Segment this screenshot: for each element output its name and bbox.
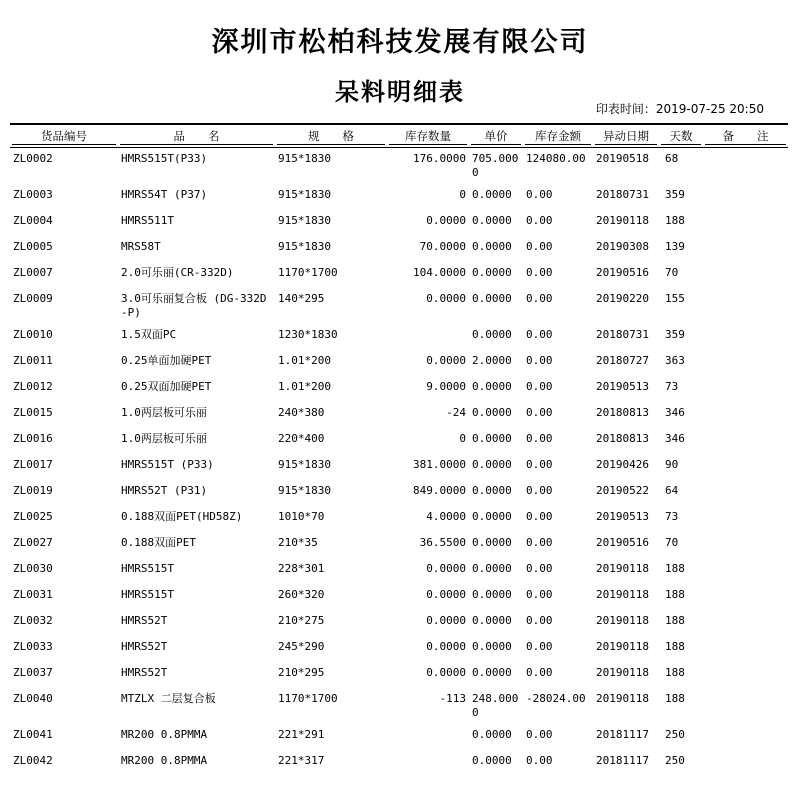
table-cell: 0.00 <box>526 240 553 253</box>
table-cell <box>703 288 788 324</box>
table-cell: ZL0012 <box>13 380 53 393</box>
column-header <box>469 124 523 148</box>
table-cell: 915*1830 <box>278 152 331 165</box>
table-cell <box>703 584 788 610</box>
table-cell: 176.0000 <box>413 152 466 165</box>
table-cell <box>703 350 788 376</box>
table-cell: 0.188双面PET(HD58Z) <box>121 510 243 523</box>
table-cell: 363 <box>665 354 685 367</box>
table-row <box>10 724 788 750</box>
table-row <box>10 750 788 776</box>
table-cell: 36.5500 <box>419 536 466 549</box>
table-cell: 0.0000 <box>472 266 512 279</box>
table-row <box>10 376 788 402</box>
table-cell: 0.00 <box>526 666 553 679</box>
table-cell: 0.00 <box>526 536 553 549</box>
table-cell: 0.00 <box>526 640 553 653</box>
table-cell: -24 <box>446 406 466 419</box>
table-cell <box>703 236 788 262</box>
table-cell: 0.0000 <box>472 666 512 679</box>
table-cell: 70 <box>665 266 679 279</box>
table-cell: 0.0000 <box>472 614 512 627</box>
table-cell <box>703 750 788 776</box>
table-cell: HMRS52T (P31) <box>121 484 208 497</box>
table-cell: 0.0000 <box>426 588 466 601</box>
table-cell: 20190426 <box>596 458 649 471</box>
table-cell <box>703 210 788 236</box>
table-cell: -28024.00 <box>526 692 586 705</box>
table-row <box>10 480 788 506</box>
table-cell: 260*320 <box>278 588 325 601</box>
table-cell: ZL0030 <box>13 562 53 575</box>
table-cell: 915*1830 <box>278 484 331 497</box>
table-cell: 0.0000 <box>472 292 512 305</box>
table-cell <box>703 184 788 210</box>
table-cell: 68 <box>665 152 679 165</box>
table-cell: 1.5双面PC <box>121 328 177 341</box>
table-body <box>10 148 788 777</box>
table-cell: 248.0000 <box>472 692 519 719</box>
table-cell <box>703 428 788 454</box>
table-cell: 0.00 <box>526 328 553 341</box>
column-header-label: 品 名 <box>120 128 273 145</box>
table-cell: 1230*1830 <box>278 328 338 341</box>
table-cell: 1010*70 <box>278 510 325 523</box>
table-row <box>10 688 788 724</box>
table-cell: 20190118 <box>596 562 649 575</box>
table-cell: MTZLX 二层复合板 <box>121 692 216 705</box>
table-row <box>10 402 788 428</box>
table-cell <box>703 402 788 428</box>
table-cell: 210*275 <box>278 614 325 627</box>
table-cell: ZL0009 <box>13 292 53 305</box>
table-cell <box>703 454 788 480</box>
table-row <box>10 288 788 324</box>
table-cell: 2.0000 <box>472 354 512 367</box>
table-cell: 0.188双面PET <box>121 536 196 549</box>
table-cell: 20190308 <box>596 240 649 253</box>
table-cell: 0.0000 <box>472 728 512 741</box>
table-cell: 20181117 <box>596 754 649 767</box>
table-cell: 245*290 <box>278 640 325 653</box>
table-cell: 0.00 <box>526 562 553 575</box>
table-cell: ZL0015 <box>13 406 53 419</box>
table-cell: 20190118 <box>596 214 649 227</box>
table-cell: 20180731 <box>596 188 649 201</box>
table-cell: ZL0033 <box>13 640 53 653</box>
table-cell <box>703 376 788 402</box>
table-row <box>10 662 788 688</box>
table-cell: 0.25双面加硬PET <box>121 380 212 393</box>
column-header-label: 库存金额 <box>525 128 591 145</box>
column-header <box>275 124 387 148</box>
table-cell: 188 <box>665 214 685 227</box>
table-cell: 140*295 <box>278 292 325 305</box>
table-cell <box>703 688 788 724</box>
table-cell: 0.0000 <box>472 188 512 201</box>
table-cell: 0.00 <box>526 354 553 367</box>
table-row <box>10 532 788 558</box>
table-cell: 0.0000 <box>426 354 466 367</box>
table-cell: 0.0000 <box>472 406 512 419</box>
table-cell: 0.00 <box>526 188 553 201</box>
table-cell: 0.00 <box>526 292 553 305</box>
table-cell: 915*1830 <box>278 240 331 253</box>
table-cell <box>703 636 788 662</box>
table-row <box>10 350 788 376</box>
table-cell: 0.0000 <box>426 562 466 575</box>
table-cell: 1.01*200 <box>278 354 331 367</box>
table-cell: 381.0000 <box>413 458 466 471</box>
table-cell <box>703 262 788 288</box>
table-cell: 240*380 <box>278 406 325 419</box>
company-name: 深圳市松柏科技发展有限公司 <box>211 27 589 58</box>
table-cell: 346 <box>665 406 685 419</box>
table-cell <box>703 610 788 636</box>
table-cell: 73 <box>665 380 679 393</box>
table-cell: HMRS515T (P33) <box>121 458 214 471</box>
table-cell: 20190118 <box>596 666 649 679</box>
column-header-label: 库存数量 <box>389 128 467 145</box>
table-cell: 1170*1700 <box>278 692 338 705</box>
table-row <box>10 262 788 288</box>
table-cell: 20181117 <box>596 728 649 741</box>
table-cell: MR200 0.8PMMA <box>121 728 208 741</box>
table-cell: MR200 0.8PMMA <box>121 754 208 767</box>
table-cell: 0.0000 <box>426 214 466 227</box>
table-row <box>10 558 788 584</box>
table-cell: HMRS52T <box>121 640 168 653</box>
table-cell: 0.00 <box>526 406 553 419</box>
column-header <box>523 124 593 148</box>
table-cell: ZL0016 <box>13 432 53 445</box>
table-cell: 0.0000 <box>472 562 512 575</box>
inventory-table <box>10 123 788 776</box>
table-cell: 1.0两层板可乐丽 <box>121 432 207 445</box>
table-cell: 0.00 <box>526 754 553 767</box>
table-cell: 139 <box>665 240 685 253</box>
table-cell: 0.0000 <box>426 614 466 627</box>
table-cell <box>387 324 469 350</box>
table-row <box>10 610 788 636</box>
table-cell: 705.0000 <box>472 152 519 179</box>
table-cell: HMRS515T(P33) <box>121 152 208 165</box>
table-cell: HMRS52T <box>121 666 168 679</box>
table-cell: 188 <box>665 692 685 705</box>
column-header-label: 天数 <box>661 128 701 145</box>
table-cell: ZL0003 <box>13 188 53 201</box>
table-cell: 20180813 <box>596 432 649 445</box>
table-cell: ZL0005 <box>13 240 53 253</box>
column-header <box>118 124 275 148</box>
column-header <box>10 124 118 148</box>
table-cell: ZL0027 <box>13 536 53 549</box>
column-header-label: 单价 <box>471 128 521 145</box>
table-cell: 0.00 <box>526 432 553 445</box>
table-cell: 228*301 <box>278 562 325 575</box>
table-cell: 849.0000 <box>413 484 466 497</box>
table-cell: 0 <box>459 188 466 201</box>
table-cell: 0.00 <box>526 728 553 741</box>
table-cell: 0.0000 <box>472 380 512 393</box>
table-cell: 0.00 <box>526 214 553 227</box>
table-cell: HMRS515T <box>121 588 174 601</box>
table-cell: 0.0000 <box>472 458 512 471</box>
table-cell: 221*317 <box>278 754 325 767</box>
table-cell: 0.00 <box>526 484 553 497</box>
table-cell: ZL0040 <box>13 692 53 705</box>
table-cell: 0.00 <box>526 266 553 279</box>
table-cell: 0.0000 <box>472 432 512 445</box>
table-cell: MRS58T <box>121 240 161 253</box>
table-cell: 4.0000 <box>426 510 466 523</box>
table-cell: 20190118 <box>596 692 649 705</box>
table-cell: ZL0010 <box>13 328 53 341</box>
table-cell: 20190516 <box>596 266 649 279</box>
table-cell: 915*1830 <box>278 214 331 227</box>
table-cell <box>703 558 788 584</box>
table-cell: 1170*1700 <box>278 266 338 279</box>
table-cell: 155 <box>665 292 685 305</box>
table-cell <box>703 480 788 506</box>
table-cell: 20190118 <box>596 640 649 653</box>
table-cell: HMRS511T <box>121 214 174 227</box>
table-cell: ZL0031 <box>13 588 53 601</box>
table-cell: ZL0017 <box>13 458 53 471</box>
table-cell: 0.0000 <box>472 214 512 227</box>
column-header-label: 异动日期 <box>595 128 657 145</box>
table-cell: 188 <box>665 640 685 653</box>
table-cell: 1.0两层板可乐丽 <box>121 406 207 419</box>
table-cell: ZL0032 <box>13 614 53 627</box>
table-cell <box>703 662 788 688</box>
table-cell: 20190518 <box>596 152 649 165</box>
table-cell: ZL0004 <box>13 214 53 227</box>
table-cell: 20190513 <box>596 510 649 523</box>
table-cell: 20190513 <box>596 380 649 393</box>
table-cell: ZL0042 <box>13 754 53 767</box>
table-cell: 220*400 <box>278 432 325 445</box>
table-cell <box>703 724 788 750</box>
table-cell: HMRS54T (P37) <box>121 188 208 201</box>
table-row <box>10 636 788 662</box>
table-cell: 90 <box>665 458 679 471</box>
table-cell: 124080.00 <box>526 152 586 165</box>
table-cell: 0.00 <box>526 380 553 393</box>
table-cell: 20180813 <box>596 406 649 419</box>
table-cell: 73 <box>665 510 679 523</box>
report-title: 呆料明细表 <box>335 77 465 106</box>
table-cell: 0 <box>459 432 466 445</box>
table-cell: ZL0037 <box>13 666 53 679</box>
table-cell: 0.00 <box>526 588 553 601</box>
table-cell: 20190118 <box>596 614 649 627</box>
table-cell: HMRS515T <box>121 562 174 575</box>
print-time: 印表时间：2019-07-25 20:50 <box>595 102 764 116</box>
table-row <box>10 210 788 236</box>
table-cell: HMRS52T <box>121 614 168 627</box>
table-cell <box>703 148 788 185</box>
table-cell <box>387 724 469 750</box>
table-row <box>10 506 788 532</box>
table-cell: ZL0002 <box>13 152 53 165</box>
table-cell: ZL0025 <box>13 510 53 523</box>
table-cell: ZL0019 <box>13 484 53 497</box>
table-cell: 20190118 <box>596 588 649 601</box>
table-cell <box>703 506 788 532</box>
column-header-label: 备 注 <box>705 128 786 145</box>
table-cell: 70.0000 <box>419 240 466 253</box>
table-row <box>10 428 788 454</box>
table-cell: 20180727 <box>596 354 649 367</box>
table-cell: 346 <box>665 432 685 445</box>
table-cell: 188 <box>665 614 685 627</box>
table-cell: 0.00 <box>526 614 553 627</box>
column-header <box>593 124 659 148</box>
table-row <box>10 184 788 210</box>
column-header-label: 规 格 <box>277 128 385 145</box>
column-header <box>703 124 788 148</box>
table-cell <box>387 750 469 776</box>
table-cell <box>703 532 788 558</box>
table-cell: 20190522 <box>596 484 649 497</box>
table-row <box>10 324 788 350</box>
table-row <box>10 584 788 610</box>
table-cell: 0.00 <box>526 458 553 471</box>
table-cell: ZL0041 <box>13 728 53 741</box>
table-header-row <box>10 124 788 148</box>
table-cell: 20190516 <box>596 536 649 549</box>
column-header <box>659 124 703 148</box>
table-cell: 64 <box>665 484 679 497</box>
table-cell: -113 <box>439 692 466 705</box>
table-cell: 0.0000 <box>472 510 512 523</box>
table-cell: 210*295 <box>278 666 325 679</box>
table-cell: 250 <box>665 728 685 741</box>
table-cell: 210*35 <box>278 536 318 549</box>
column-header <box>387 124 469 148</box>
table-cell: ZL0007 <box>13 266 53 279</box>
table-cell: ZL0011 <box>13 354 53 367</box>
table-cell: 2.0可乐丽(CR-332D) <box>121 266 234 279</box>
table-cell: 0.25单面加硬PET <box>121 354 212 367</box>
table-cell: 0.0000 <box>426 640 466 653</box>
table-cell: 3.0可乐丽复合板 (DG-332D-P) <box>121 292 267 319</box>
table-cell: 188 <box>665 666 685 679</box>
table-cell: 20190220 <box>596 292 649 305</box>
table-cell: 359 <box>665 188 685 201</box>
table-cell: 915*1830 <box>278 188 331 201</box>
table-cell: 915*1830 <box>278 458 331 471</box>
table-cell: 0.0000 <box>472 754 512 767</box>
table-cell: 250 <box>665 754 685 767</box>
table-cell: 0.0000 <box>426 292 466 305</box>
table-cell: 0.0000 <box>472 328 512 341</box>
table-cell: 0.0000 <box>472 536 512 549</box>
table-cell: 104.0000 <box>413 266 466 279</box>
table-cell: 0.0000 <box>472 240 512 253</box>
table-cell: 0.0000 <box>472 484 512 497</box>
table-cell <box>703 324 788 350</box>
table-cell: 70 <box>665 536 679 549</box>
table-row <box>10 148 788 185</box>
table-cell: 188 <box>665 562 685 575</box>
table-cell: 359 <box>665 328 685 341</box>
table-cell: 0.0000 <box>426 666 466 679</box>
column-header-label: 货品编号 <box>12 128 116 145</box>
table-cell: 0.0000 <box>472 588 512 601</box>
table-row <box>10 454 788 480</box>
table-cell: 9.0000 <box>426 380 466 393</box>
table-cell: 0.0000 <box>472 640 512 653</box>
table-cell: 1.01*200 <box>278 380 331 393</box>
table-row <box>10 236 788 262</box>
table-cell: 221*291 <box>278 728 325 741</box>
table-cell: 20180731 <box>596 328 649 341</box>
table-cell: 0.00 <box>526 510 553 523</box>
table-cell: 188 <box>665 588 685 601</box>
